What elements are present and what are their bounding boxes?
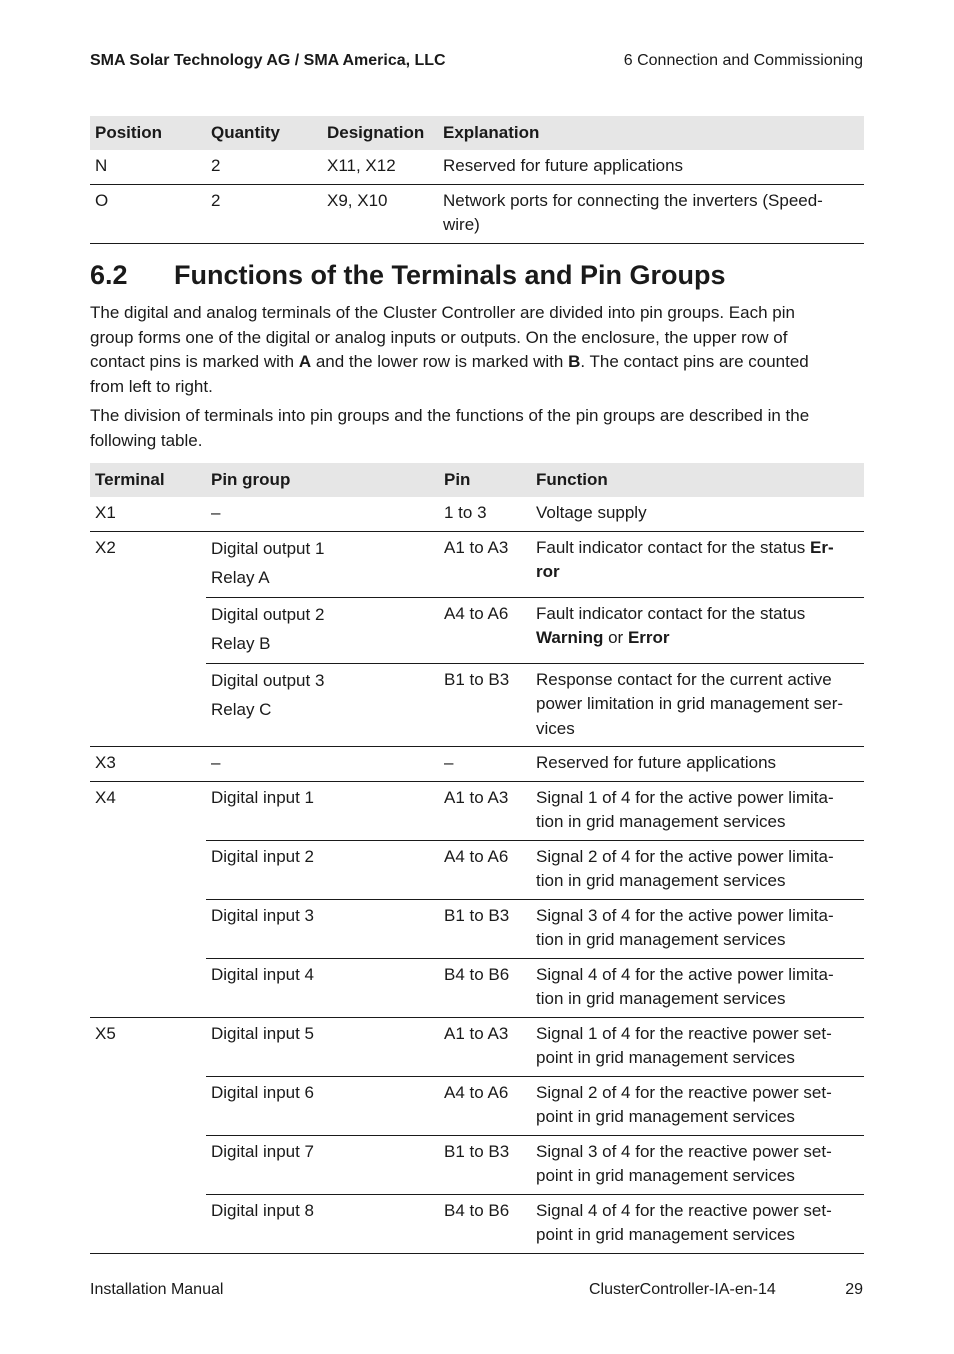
table-row [90,663,864,747]
cell-explanation: Reserved for future applications [438,150,864,184]
text-line: Relay A [211,567,270,587]
cell-terminal: X2 [90,531,206,747]
cell-function [531,1135,864,1194]
cell-pin-group: – [206,747,439,782]
col-header-terminal: Terminal [90,463,206,497]
col-header-pin: Pin [439,463,531,497]
cell-pin-group [206,531,439,597]
cell-pin: B1 to B3 [439,899,531,958]
cell-position: N [90,150,206,184]
cell-function [531,597,864,663]
text-line: Signal 3 of 4 for the active power limita- [536,905,834,925]
text-line: point in grid management services [536,1225,795,1244]
text-line: Fault indicator contact for the status [536,537,811,557]
text-line: Signal 1 of 4 for the active power limita- [536,787,834,807]
terminals-table [90,463,864,1254]
text-line: Signal 1 of 4 for the reactive power set- [536,1023,832,1043]
table-row [90,597,864,663]
col-header-position: Position [90,116,206,150]
text-line: Digital output 1 [211,538,325,558]
table-row [90,781,864,840]
text-line: The division of terminals into pin groups and the functions of the pin groups are described in the [90,406,810,425]
table-header-row [90,463,864,497]
footer-doc-id: ClusterController-IA-en-14 [589,1281,776,1298]
cell-pin: A1 to A3 [439,1017,531,1076]
section-heading [90,260,726,291]
cell-pin-group: Digital input 4 [206,958,439,1017]
text-line: point in grid management services [536,1048,795,1067]
cell-function [531,663,864,747]
cell-function [531,1017,864,1076]
text-line: vices [536,718,575,738]
cell-pin-group: Digital input 1 [206,781,439,840]
header-company: SMA Solar Technology AG / SMA America, LLC [90,52,446,69]
col-header-designation: Designation [322,116,438,150]
table-row [90,184,864,243]
cell-terminal: X5 [90,1017,206,1253]
cell-position: O [90,184,206,243]
text-line: The digital and analog terminals of the Cluster Controller are divided into pin groups. Each pin [90,303,795,322]
cell-pin-group: Digital input 8 [206,1194,439,1253]
header-chapter: 6 Connection and Commissioning [623,52,863,69]
text-line: Digital output 2 [211,604,325,624]
row-a-label: A [298,352,312,371]
cell-pin-group [206,663,439,747]
text-line: Signal 4 of 4 for the active power limita- [536,964,834,984]
intro-paragraph [90,301,862,399]
table-row [90,840,864,899]
cell-pin-group [206,597,439,663]
text-line: tion in grid management services [536,930,786,949]
cell-pin: A4 to A6 [439,840,531,899]
text-line: tion in grid management services [536,871,786,890]
text-line: . The contact pins are counted [580,352,809,371]
col-header-function: Function [531,463,864,497]
cell-pin: A4 to A6 [439,1076,531,1135]
status-error: ror [536,562,560,581]
text-line: point in grid management services [536,1107,795,1126]
text-line: or [603,628,628,647]
text-line: Signal 2 of 4 for the active power limita- [536,846,834,866]
cell-terminal: X4 [90,781,206,1017]
cell-pin: – [439,747,531,782]
cell-pin: A4 to A6 [439,597,531,663]
status-warning: Warning [536,628,604,647]
table-row [90,150,864,184]
cell-pin: B4 to B6 [439,958,531,1017]
table-intro-paragraph [90,404,862,453]
row-b-label: B [568,352,581,371]
table-row [90,497,864,531]
text-line: tion in grid management services [536,812,786,831]
cell-pin-group: – [206,497,439,531]
cell-terminal: X1 [90,497,206,531]
status-error: Er- [810,537,834,557]
cell-function [531,781,864,840]
text-line: power limitation in grid management ser- [536,694,844,713]
cell-quantity: 2 [206,150,322,184]
col-header-pin-group: Pin group [206,463,439,497]
cell-function [531,1076,864,1135]
cell-pin-group: Digital input 2 [206,840,439,899]
text-line: following table. [90,430,203,450]
cell-explanation [438,184,864,243]
text-line: Relay B [211,633,271,653]
table-row [90,1076,864,1135]
text-line: and the lower row is marked with [311,352,569,371]
status-error: Error [627,628,670,647]
cell-quantity: 2 [206,184,322,243]
text-line: group forms one of the digital or analog inputs or outputs. On the enclosure, the upper row of [90,327,788,347]
cell-function [531,840,864,899]
table-header-row [90,116,864,150]
cell-function [531,1194,864,1253]
table-row [90,899,864,958]
text-line: Fault indicator contact for the status [536,603,806,623]
cell-function [531,899,864,958]
table-row [90,747,864,782]
cell-pin: B4 to B6 [439,1194,531,1253]
text-line: Digital output 3 [211,670,325,690]
cell-function: Reserved for future applications [531,747,864,782]
cell-pin: A1 to A3 [439,781,531,840]
text-line: wire) [443,215,480,234]
cell-pin: B1 to B3 [439,663,531,747]
cell-function [531,958,864,1017]
cell-pin-group: Digital input 5 [206,1017,439,1076]
footer-doc-type: Installation Manual [90,1281,224,1298]
text-line: tion in grid management services [536,989,786,1008]
cell-pin-group: Digital input 3 [206,899,439,958]
col-header-explanation: Explanation [438,116,864,150]
table-row [90,531,864,597]
cell-function: Voltage supply [531,497,864,531]
text-line: Network ports for connecting the inverters (Speed- [443,190,823,210]
footer-page-number: 29 [845,1281,863,1298]
text-line: contact pins is marked with [90,352,299,371]
cell-designation: X11, X12 [322,150,438,184]
cell-pin-group: Digital input 7 [206,1135,439,1194]
table-row [90,1017,864,1076]
cell-pin: 1 to 3 [439,497,531,531]
text-line: from left to right. [90,376,213,396]
table-row [90,1194,864,1253]
cell-terminal: X3 [90,747,206,782]
cell-designation: X9, X10 [322,184,438,243]
section-title: Functions of the Terminals and Pin Groups [174,260,726,290]
section-number: 6.2 [90,260,128,290]
col-header-quantity: Quantity [206,116,322,150]
text-line: point in grid management services [536,1166,795,1185]
text-line: Signal 4 of 4 for the reactive power set- [536,1200,832,1220]
text-line: Response contact for the current active [536,669,832,689]
table-row [90,1135,864,1194]
text-line: Signal 3 of 4 for the reactive power set- [536,1141,832,1161]
positions-table [90,116,864,244]
cell-pin-group: Digital input 6 [206,1076,439,1135]
text-line: Signal 2 of 4 for the reactive power set- [536,1082,832,1102]
text-line: Relay C [211,699,272,719]
table-row [90,958,864,1017]
cell-function [531,531,864,597]
cell-pin: B1 to B3 [439,1135,531,1194]
cell-pin: A1 to A3 [439,531,531,597]
